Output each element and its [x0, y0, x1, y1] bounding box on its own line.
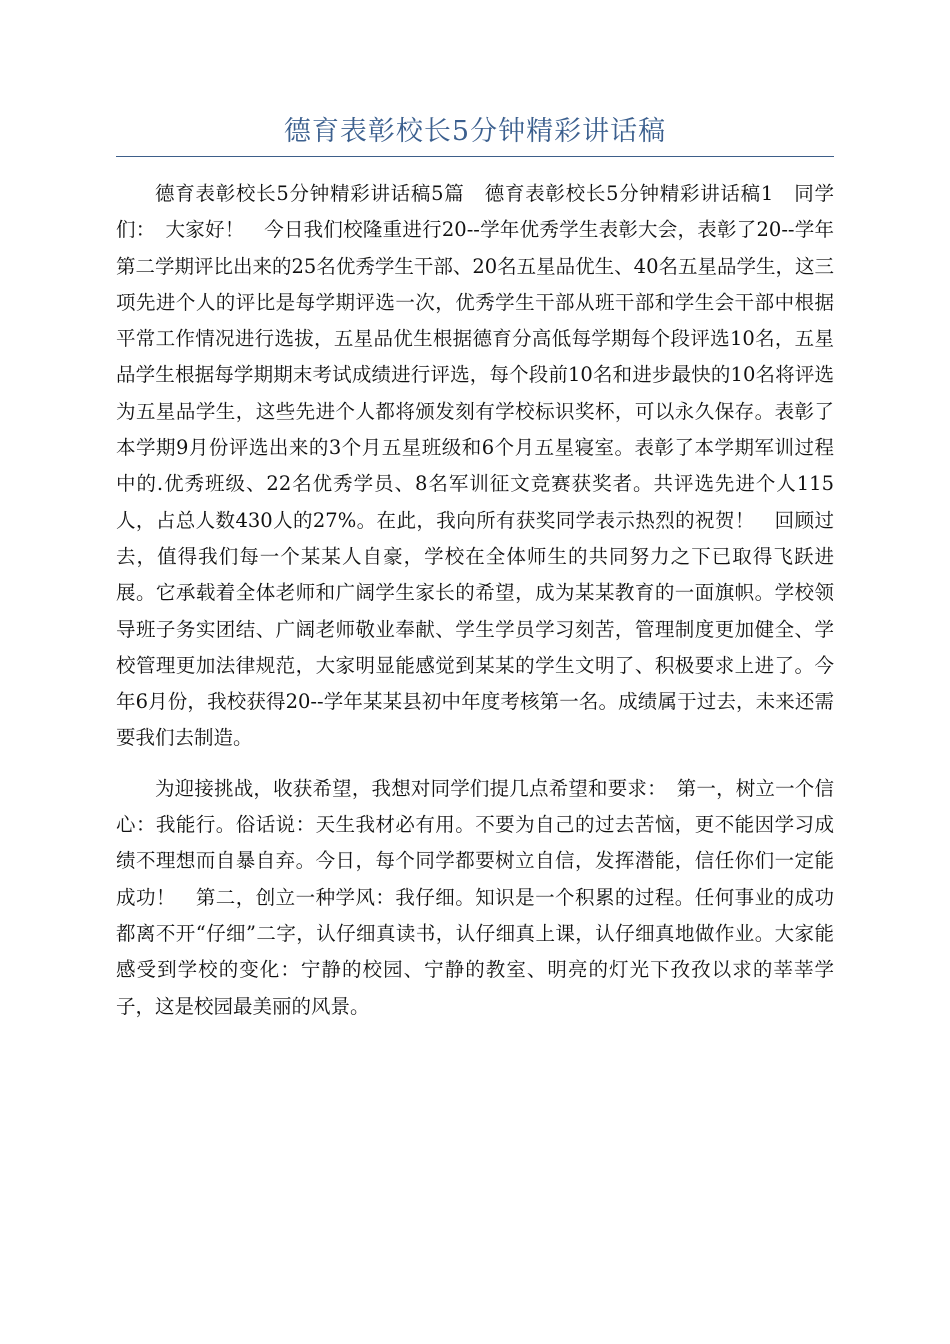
paragraph: 为迎接挑战，收获希望，我想对同学们提几点希望和要求： 第一，树立一个信心：我能行。俗话说：天生我材必有用。不要为自己的过去苦恼，更不能因学习成绩不理想而自暴自弃。今日，每个同学都要树立自信，发挥潜能，信任你们一定能成功！ 第二，创立一种学风：我仔细。知识是一个积累的过程。任何事业的成功都离不开“仔细”二字，认仔细真读书，认仔细真上课，认仔细真地做作业。大家能感受到学校的变化：宁静的校园、宁静的教室、明亮的灯光下孜孜以求的莘莘学子，这是校园最美丽的风景。 — [116, 776, 834, 1018]
document-title: 德育表彰校长5分钟精彩讲话稿 — [283, 116, 667, 147]
document-body — [116, 176, 834, 1025]
title-block — [116, 112, 834, 157]
paragraph: 德育表彰校长5分钟精彩讲话稿5篇 德育表彰校长5分钟精彩讲话稿1 同学们： 大家好！ 今日我们校隆重进行20--学年优秀学生表彰大会，表彰了20--学年第二学期评比出来的25名优秀学生干部、20名五星品优生、40名五星品学生，这三项先进个人的评比是每学期评选一次，优秀学生干部从班干部和学生会干部中根据平常工作情况进行选拔，五星品优生根据德育分高低每学期每个段评选10名，五星品学生根据每学期期末考试成绩进行评选，每个段前10名和进步最快的10名将评选为五星品学生，这些先进个人都将颁发刻有学校标识奖杯，可以永久保存。表彰了本学期9月份评选出来的3个月五星班级和6个月五星寝室。表彰了本学期军训过程中的.优秀班级、22名优秀学员、8名军训征文竞赛获奖者。共评选先进个人115人，占总人数430人的27%。在此，我向所有获奖同学表示热烈的祝贺！ 回顾过去，值得我们每一个某某人自豪，学校在全体师生的共同努力之下已取得飞跃进展。它承载着全体老师和广阔学生家长的希望，成为某某教育的一面旗帜。学校领导班子务实团结、广阔老师敬业奉献、学生学员学习刻苦，管理制度更加健全、学校管理更加法律规范，大家明显能感觉到某某的学生文明了、积极要求上进了。今年6月份，我校获得20--学年某某县初中年度考核第一名。成绩属于过去，未来还需要我们去制造。 — [116, 182, 834, 750]
